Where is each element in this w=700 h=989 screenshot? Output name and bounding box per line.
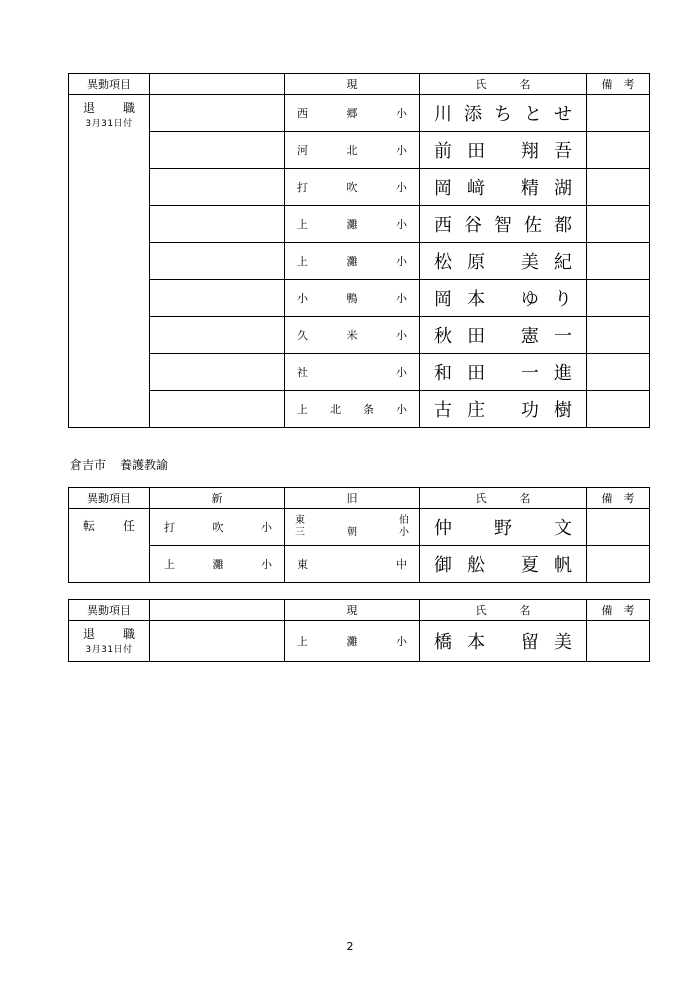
table-row: [69, 132, 650, 169]
table-row: [69, 169, 650, 206]
school-name: 小 鴨 小: [297, 292, 407, 305]
remarks-cell: [587, 132, 650, 169]
category-date: 3月31日付: [85, 119, 133, 129]
blank-cell: [150, 391, 285, 428]
person-name: 前 田 翔 吾: [434, 141, 572, 162]
header-name: 氏 名: [420, 488, 587, 509]
old-school-cell: [285, 546, 420, 583]
name-cell: [420, 206, 587, 243]
school-cell: [285, 95, 420, 132]
new-school-cell: [150, 509, 285, 546]
person-name: 橋 本 留 美: [434, 632, 572, 653]
header-remarks: 備 考: [587, 74, 650, 95]
header-old: 旧: [285, 488, 420, 509]
school-name: 打 吹 小: [297, 181, 407, 194]
header-name: 氏 名: [420, 600, 587, 621]
school-name: 上 北 条 小: [297, 403, 407, 416]
section-heading: [70, 456, 182, 473]
old-school-line1: 東 伯: [295, 515, 409, 526]
school-name: 河 北 小: [297, 144, 407, 157]
new-school-name: 打 吹 小: [164, 521, 272, 534]
table-row: [69, 243, 650, 280]
blank-cell: [150, 621, 285, 662]
name-cell: [420, 95, 587, 132]
remarks-cell: [587, 354, 650, 391]
retirement-table: [68, 73, 650, 428]
school-name: 上 灘 小: [297, 255, 407, 268]
retirement-table-2: [68, 599, 650, 662]
transfer-table: [68, 487, 650, 583]
school-cell: [285, 317, 420, 354]
name-cell: [420, 243, 587, 280]
category-cell: [69, 95, 150, 428]
name-cell: [420, 546, 587, 583]
remarks-cell: [587, 391, 650, 428]
old-school-cell: [285, 509, 420, 546]
person-name: 仲 野 文: [434, 518, 572, 539]
table-row: [69, 391, 650, 428]
header-name: 氏 名: [420, 74, 587, 95]
header-category: 異動項目: [69, 74, 150, 95]
table-row: [69, 546, 650, 583]
remarks-cell: [587, 509, 650, 546]
section-city: 倉吉市: [70, 458, 107, 472]
person-name: 岡 﨑 精 湖: [434, 178, 572, 199]
table-row: [69, 280, 650, 317]
school-name: 社 小: [297, 366, 407, 379]
old-school-line2: 三 朝 小: [295, 527, 409, 538]
old-school-name: 東 中: [297, 558, 407, 571]
blank-cell: [150, 132, 285, 169]
table-header-row: [69, 74, 650, 95]
person-name: 古 庄 功 樹: [434, 400, 572, 421]
person-name: 西 谷 智 佐 都: [434, 215, 572, 236]
table-row: [69, 206, 650, 243]
category-type: 退 職: [83, 627, 135, 641]
section-title: 養護教諭: [120, 458, 169, 472]
header-blank: [150, 600, 285, 621]
person-name: 川 添 ち と せ: [434, 104, 572, 125]
school-name: 上 灘 小: [297, 218, 407, 231]
name-cell: [420, 132, 587, 169]
remarks-cell: [587, 621, 650, 662]
table-row: [69, 95, 650, 132]
school-name: 上 灘 小: [297, 635, 407, 648]
new-school-name: 上 灘 小: [164, 558, 272, 571]
header-category: 異動項目: [69, 488, 150, 509]
school-name: 久 米 小: [297, 329, 407, 342]
person-name: 岡 本 ゆ り: [434, 289, 572, 310]
school-cell: [285, 621, 420, 662]
category-type: 退 職: [83, 101, 135, 115]
table-row: [69, 509, 650, 546]
blank-cell: [150, 206, 285, 243]
category-type: 転 任: [83, 519, 135, 533]
category-date: 3月31日付: [85, 645, 133, 655]
school-cell: [285, 243, 420, 280]
category-cell: [69, 621, 150, 662]
remarks-cell: [587, 280, 650, 317]
remarks-cell: [587, 317, 650, 354]
remarks-cell: [587, 206, 650, 243]
table-header-row: [69, 488, 650, 509]
blank-cell: [150, 280, 285, 317]
remarks-cell: [587, 169, 650, 206]
name-cell: [420, 391, 587, 428]
blank-cell: [150, 95, 285, 132]
header-current: 現: [285, 74, 420, 95]
header-remarks: 備 考: [587, 488, 650, 509]
blank-cell: [150, 317, 285, 354]
school-cell: [285, 169, 420, 206]
school-cell: [285, 206, 420, 243]
name-cell: [420, 280, 587, 317]
header-blank: [150, 74, 285, 95]
school-cell: [285, 280, 420, 317]
name-cell: [420, 317, 587, 354]
table-row: [69, 317, 650, 354]
school-name: 西 郷 小: [297, 107, 407, 120]
name-cell: [420, 354, 587, 391]
name-cell: [420, 169, 587, 206]
header-remarks: 備 考: [587, 600, 650, 621]
category-cell: [69, 509, 150, 583]
table-header-row: [69, 600, 650, 621]
remarks-cell: [587, 546, 650, 583]
header-category: 異動項目: [69, 600, 150, 621]
person-name: 和 田 一 進: [434, 363, 572, 384]
school-cell: [285, 132, 420, 169]
new-school-cell: [150, 546, 285, 583]
name-cell: [420, 509, 587, 546]
header-current: 現: [285, 600, 420, 621]
remarks-cell: [587, 243, 650, 280]
blank-cell: [150, 243, 285, 280]
page-number: 2: [346, 940, 354, 953]
name-cell: [420, 621, 587, 662]
school-cell: [285, 354, 420, 391]
remarks-cell: [587, 95, 650, 132]
school-cell: [285, 391, 420, 428]
header-new: 新: [150, 488, 285, 509]
person-name: 秋 田 憲 一: [434, 326, 572, 347]
table-row: [69, 621, 650, 662]
person-name: 松 原 美 紀: [434, 252, 572, 273]
person-name: 御 舩 夏 帆: [434, 555, 572, 576]
blank-cell: [150, 354, 285, 391]
blank-cell: [150, 169, 285, 206]
table-row: [69, 354, 650, 391]
